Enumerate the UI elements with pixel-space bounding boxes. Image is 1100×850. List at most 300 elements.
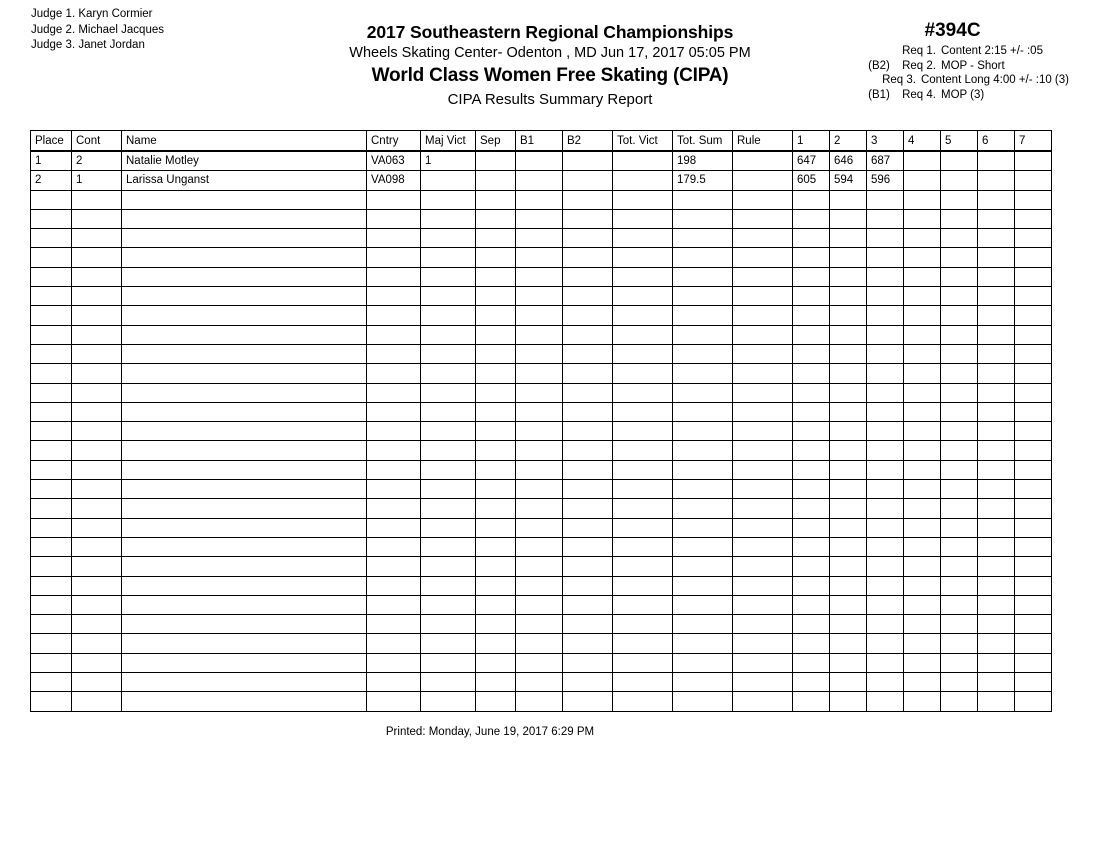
cell-place: 2 xyxy=(31,171,72,190)
cell-maj-vict xyxy=(421,422,476,441)
cell-place xyxy=(31,325,72,344)
cell-rule xyxy=(733,634,793,653)
cell-judge-3 xyxy=(867,248,904,267)
cell-judge-1 xyxy=(793,518,830,537)
cell-tot-vict xyxy=(613,692,673,711)
requirement-text: MOP - Short xyxy=(941,59,1005,72)
cell-tot-sum xyxy=(673,422,733,441)
cell-tot-sum xyxy=(673,692,733,711)
cell-name xyxy=(122,499,367,518)
cell-judge-3 xyxy=(867,692,904,711)
cell-maj-vict xyxy=(421,653,476,672)
cell-judge-2 xyxy=(830,595,867,614)
table-row[interactable] xyxy=(31,151,1052,171)
cell-name xyxy=(122,673,367,692)
cell-sep xyxy=(476,344,516,363)
cell-judge-6 xyxy=(978,460,1015,479)
cell-sep xyxy=(476,287,516,306)
cell-sep xyxy=(476,460,516,479)
column-header-b1: B1 xyxy=(516,131,563,152)
cell-b2 xyxy=(563,460,613,479)
cell-judge-2 xyxy=(830,653,867,672)
cell-rule xyxy=(733,673,793,692)
cell-judge-1 xyxy=(793,402,830,421)
cell-cntry xyxy=(367,325,421,344)
cell-judge-6 xyxy=(978,402,1015,421)
table-row-empty[interactable] xyxy=(31,576,1052,595)
cell-name xyxy=(122,383,367,402)
event-number: #394C xyxy=(924,20,981,41)
cell-b1 xyxy=(516,151,563,171)
table-row-empty[interactable] xyxy=(31,692,1052,711)
cell-cont xyxy=(72,344,122,363)
cell-b2 xyxy=(563,306,613,325)
cell-judge-2 xyxy=(830,383,867,402)
cell-place xyxy=(31,615,72,634)
cell-place xyxy=(31,267,72,286)
cell-judge-2 xyxy=(830,673,867,692)
table-row-empty[interactable] xyxy=(31,518,1052,537)
cell-judge-6 xyxy=(978,325,1015,344)
cell-judge-4 xyxy=(904,576,941,595)
cell-judge-4 xyxy=(904,692,941,711)
cell-b2 xyxy=(563,209,613,228)
table-row-empty[interactable] xyxy=(31,209,1052,228)
requirement-label: Req 1. xyxy=(902,45,936,57)
cell-judge-3 xyxy=(867,537,904,556)
column-header-place: Place xyxy=(31,131,72,152)
cell-name xyxy=(122,344,367,363)
cell-judge-4 xyxy=(904,267,941,286)
cell-judge-2 xyxy=(830,267,867,286)
cell-tot-sum xyxy=(673,441,733,460)
table-row-empty[interactable] xyxy=(31,441,1052,460)
cell-cont xyxy=(72,460,122,479)
cell-name xyxy=(122,595,367,614)
cell-sep xyxy=(476,537,516,556)
cell-rule xyxy=(733,344,793,363)
cell-tot-vict xyxy=(613,615,673,634)
cell-cont xyxy=(72,229,122,248)
cell-judge-3 xyxy=(867,653,904,672)
table-row-empty[interactable] xyxy=(31,229,1052,248)
cell-name xyxy=(122,325,367,344)
cell-judge-3 xyxy=(867,190,904,209)
cell-cntry xyxy=(367,692,421,711)
cell-place xyxy=(31,422,72,441)
cell-judge-4 xyxy=(904,499,941,518)
cell-judge-4 xyxy=(904,460,941,479)
cell-rule xyxy=(733,267,793,286)
cell-judge-3: 687 xyxy=(867,151,904,171)
cell-cntry: VA098 xyxy=(367,171,421,190)
cell-cntry xyxy=(367,634,421,653)
table-row-empty[interactable] xyxy=(31,673,1052,692)
cell-judge-3 xyxy=(867,344,904,363)
cell-judge-5 xyxy=(941,422,978,441)
table-row-empty[interactable] xyxy=(31,383,1052,402)
cell-name xyxy=(122,537,367,556)
cell-name xyxy=(122,460,367,479)
cell-place xyxy=(31,209,72,228)
cell-maj-vict xyxy=(421,518,476,537)
cell-judge-2 xyxy=(830,460,867,479)
cell-judge-7 xyxy=(1015,576,1052,595)
cell-tot-vict xyxy=(613,287,673,306)
cell-cntry xyxy=(367,557,421,576)
cell-cont xyxy=(72,518,122,537)
cell-judge-5 xyxy=(941,267,978,286)
table-row-empty[interactable] xyxy=(31,615,1052,634)
cell-judge-5 xyxy=(941,576,978,595)
table-row-empty[interactable] xyxy=(31,537,1052,556)
cell-b1 xyxy=(516,209,563,228)
requirement-text: Content 2:15 +/- :05 xyxy=(941,45,1043,57)
table-row-empty[interactable] xyxy=(31,402,1052,421)
cell-sep xyxy=(476,480,516,499)
requirement-prefix xyxy=(848,73,882,88)
cell-sep xyxy=(476,557,516,576)
cell-cntry xyxy=(367,441,421,460)
cell-tot-vict xyxy=(613,171,673,190)
cell-maj-vict xyxy=(421,383,476,402)
cell-tot-sum xyxy=(673,576,733,595)
cell-judge-7 xyxy=(1015,615,1052,634)
cell-cntry xyxy=(367,480,421,499)
cell-judge-1 xyxy=(793,673,830,692)
cell-name xyxy=(122,267,367,286)
cell-judge-5 xyxy=(941,634,978,653)
cell-judge-5 xyxy=(941,460,978,479)
cell-rule xyxy=(733,422,793,441)
cell-b2 xyxy=(563,634,613,653)
cell-judge-1 xyxy=(793,190,830,209)
cell-name xyxy=(122,306,367,325)
cell-rule xyxy=(733,287,793,306)
cell-tot-vict xyxy=(613,344,673,363)
cell-judge-7 xyxy=(1015,267,1052,286)
cell-b1 xyxy=(516,673,563,692)
cell-b1 xyxy=(516,653,563,672)
cell-judge-5 xyxy=(941,151,978,171)
cell-tot-sum xyxy=(673,306,733,325)
cell-judge-6 xyxy=(978,499,1015,518)
table-row-empty[interactable] xyxy=(31,634,1052,653)
table-row-empty[interactable] xyxy=(31,306,1052,325)
cell-cont xyxy=(72,364,122,383)
cell-tot-sum xyxy=(673,518,733,537)
table-row-empty[interactable] xyxy=(31,190,1052,209)
cell-rule xyxy=(733,209,793,228)
cell-sep xyxy=(476,441,516,460)
cell-judge-7 xyxy=(1015,171,1052,190)
cell-b2 xyxy=(563,537,613,556)
cell-rule xyxy=(733,171,793,190)
cell-tot-vict xyxy=(613,422,673,441)
cell-cont xyxy=(72,267,122,286)
print-timestamp: Printed: Monday, June 19, 2017 6:29 PM xyxy=(385,726,595,738)
report-subtitle: CIPA Results Summary Report xyxy=(447,91,653,108)
cell-judge-2 xyxy=(830,306,867,325)
cell-judge-6 xyxy=(978,190,1015,209)
cell-judge-3 xyxy=(867,557,904,576)
cell-judge-5 xyxy=(941,248,978,267)
cell-cntry xyxy=(367,344,421,363)
cell-cntry xyxy=(367,537,421,556)
cell-cont xyxy=(72,441,122,460)
judge-name: Karyn Cormier xyxy=(78,8,153,20)
cell-judge-5 xyxy=(941,325,978,344)
cell-cont xyxy=(72,634,122,653)
table-row-empty[interactable] xyxy=(31,460,1052,479)
cell-cntry xyxy=(367,518,421,537)
cell-name: Natalie Motley xyxy=(122,151,367,171)
cell-place xyxy=(31,190,72,209)
results-table xyxy=(30,130,1052,712)
table-row-empty[interactable] xyxy=(31,267,1052,286)
cell-b1 xyxy=(516,325,563,344)
cell-tot-vict xyxy=(613,576,673,595)
cell-judge-4 xyxy=(904,557,941,576)
cell-sep xyxy=(476,576,516,595)
cell-cont xyxy=(72,557,122,576)
cell-b1 xyxy=(516,171,563,190)
cell-judge-1 xyxy=(793,267,830,286)
cell-judge-5 xyxy=(941,653,978,672)
cell-judge-3 xyxy=(867,209,904,228)
cell-judge-4 xyxy=(904,248,941,267)
cell-cont xyxy=(72,576,122,595)
cell-maj-vict: 1 xyxy=(421,151,476,171)
cell-judge-2 xyxy=(830,692,867,711)
cell-cont xyxy=(72,383,122,402)
cell-judge-7 xyxy=(1015,422,1052,441)
cell-b2 xyxy=(563,499,613,518)
report-header xyxy=(230,22,870,110)
cell-maj-vict xyxy=(421,364,476,383)
column-header-cont: Cont xyxy=(72,131,122,152)
table-row-empty[interactable] xyxy=(31,248,1052,267)
cell-judge-7 xyxy=(1015,557,1052,576)
cell-judge-5 xyxy=(941,692,978,711)
cell-judge-1 xyxy=(793,615,830,634)
cell-judge-5 xyxy=(941,518,978,537)
cell-tot-sum xyxy=(673,402,733,421)
cell-judge-7 xyxy=(1015,499,1052,518)
cell-judge-7 xyxy=(1015,673,1052,692)
cell-b2 xyxy=(563,557,613,576)
cell-judge-5 xyxy=(941,537,978,556)
cell-judge-4 xyxy=(904,306,941,325)
cell-tot-vict xyxy=(613,229,673,248)
cell-judge-4 xyxy=(904,151,941,171)
column-header-judge-6: 6 xyxy=(978,131,1015,152)
cell-tot-sum xyxy=(673,653,733,672)
cell-b1 xyxy=(516,344,563,363)
cell-b2 xyxy=(563,615,613,634)
cell-maj-vict xyxy=(421,441,476,460)
cell-tot-sum xyxy=(673,344,733,363)
cell-rule xyxy=(733,364,793,383)
cell-judge-5 xyxy=(941,615,978,634)
cell-judge-7 xyxy=(1015,653,1052,672)
cell-judge-4 xyxy=(904,537,941,556)
table-row-empty[interactable] xyxy=(31,325,1052,344)
cell-judge-7 xyxy=(1015,344,1052,363)
cell-judge-1 xyxy=(793,441,830,460)
table-row-empty[interactable] xyxy=(31,557,1052,576)
cell-judge-3 xyxy=(867,460,904,479)
cell-judge-5 xyxy=(941,595,978,614)
cell-place xyxy=(31,480,72,499)
cell-judge-1 xyxy=(793,537,830,556)
cell-tot-sum xyxy=(673,383,733,402)
cell-judge-5 xyxy=(941,557,978,576)
cell-name xyxy=(122,576,367,595)
cell-name xyxy=(122,209,367,228)
cell-judge-4 xyxy=(904,229,941,248)
cell-sep xyxy=(476,673,516,692)
column-header-judge-1: 1 xyxy=(793,131,830,152)
cell-judge-1 xyxy=(793,306,830,325)
cell-judge-1: 647 xyxy=(793,151,830,171)
cell-name xyxy=(122,518,367,537)
cell-b1 xyxy=(516,576,563,595)
cell-judge-3 xyxy=(867,480,904,499)
cell-judge-2: 594 xyxy=(830,171,867,190)
cell-tot-sum xyxy=(673,287,733,306)
table-row-empty[interactable] xyxy=(31,653,1052,672)
cell-judge-1 xyxy=(793,460,830,479)
cell-place xyxy=(31,306,72,325)
cell-name xyxy=(122,615,367,634)
cell-judge-2 xyxy=(830,229,867,248)
column-header-cntry: Cntry xyxy=(367,131,421,152)
cell-place xyxy=(31,692,72,711)
cell-tot-sum xyxy=(673,248,733,267)
cell-name xyxy=(122,248,367,267)
cell-judge-6 xyxy=(978,209,1015,228)
cell-b2 xyxy=(563,441,613,460)
table-row-empty[interactable] xyxy=(31,595,1052,614)
cell-maj-vict xyxy=(421,248,476,267)
cell-cntry xyxy=(367,229,421,248)
table-row-empty[interactable] xyxy=(31,287,1052,306)
cell-tot-sum: 198 xyxy=(673,151,733,171)
cell-judge-7 xyxy=(1015,325,1052,344)
cell-sep xyxy=(476,402,516,421)
cell-tot-sum xyxy=(673,364,733,383)
cell-judge-5 xyxy=(941,344,978,363)
cell-cntry xyxy=(367,422,421,441)
cell-name xyxy=(122,653,367,672)
cell-judge-7 xyxy=(1015,229,1052,248)
cell-judge-1 xyxy=(793,229,830,248)
cell-judge-3 xyxy=(867,267,904,286)
venue-datetime: Wheels Skating Center- Odenton , MD Jun 17, 2017 05:05 PM xyxy=(349,45,751,61)
cell-judge-5 xyxy=(941,402,978,421)
requirement-row xyxy=(848,73,1069,88)
cell-b1 xyxy=(516,460,563,479)
cell-tot-sum xyxy=(673,460,733,479)
cell-judge-6 xyxy=(978,595,1015,614)
table-row-empty[interactable] xyxy=(31,344,1052,363)
cell-cntry xyxy=(367,209,421,228)
column-header-tot-vict: Tot. Vict xyxy=(613,131,673,152)
cell-judge-4 xyxy=(904,383,941,402)
cell-sep xyxy=(476,171,516,190)
cell-cont: 2 xyxy=(72,151,122,171)
cell-tot-sum: 179.5 xyxy=(673,171,733,190)
table-row[interactable] xyxy=(31,171,1052,190)
cell-place xyxy=(31,499,72,518)
cell-maj-vict xyxy=(421,480,476,499)
cell-maj-vict xyxy=(421,325,476,344)
cell-cont xyxy=(72,673,122,692)
column-header-judge-3: 3 xyxy=(867,131,904,152)
cell-judge-6 xyxy=(978,557,1015,576)
table-header xyxy=(31,131,1052,152)
judge-name: Janet Jordan xyxy=(78,39,145,52)
table-row-empty[interactable] xyxy=(31,499,1052,518)
cell-maj-vict xyxy=(421,344,476,363)
cell-sep xyxy=(476,692,516,711)
cell-judge-7 xyxy=(1015,595,1052,614)
cell-tot-vict xyxy=(613,557,673,576)
cell-cont xyxy=(72,402,122,421)
category-title: World Class Women Free Skating (CIPA) xyxy=(371,65,729,86)
cell-judge-2 xyxy=(830,364,867,383)
cell-tot-vict xyxy=(613,518,673,537)
cell-tot-vict xyxy=(613,595,673,614)
cell-cont xyxy=(72,422,122,441)
cell-rule xyxy=(733,306,793,325)
cell-judge-4 xyxy=(904,171,941,190)
cell-place xyxy=(31,537,72,556)
cell-judge-7 xyxy=(1015,537,1052,556)
cell-judge-3 xyxy=(867,402,904,421)
cell-cont xyxy=(72,499,122,518)
cell-judge-2 xyxy=(830,325,867,344)
cell-judge-1 xyxy=(793,344,830,363)
cell-judge-1 xyxy=(793,557,830,576)
cell-cont xyxy=(72,615,122,634)
cell-judge-2 xyxy=(830,441,867,460)
cell-b1 xyxy=(516,480,563,499)
cell-b2 xyxy=(563,171,613,190)
cell-judge-6 xyxy=(978,422,1015,441)
table-row-empty[interactable] xyxy=(31,480,1052,499)
cell-judge-2 xyxy=(830,402,867,421)
cell-cntry xyxy=(367,364,421,383)
cell-judge-5 xyxy=(941,171,978,190)
cell-place xyxy=(31,595,72,614)
table-row-empty[interactable] xyxy=(31,422,1052,441)
judge-number: 1. xyxy=(65,8,76,20)
cell-b1 xyxy=(516,537,563,556)
table-row-empty[interactable] xyxy=(31,364,1052,383)
cell-judge-6 xyxy=(978,653,1015,672)
column-header-name: Name xyxy=(122,131,367,152)
cell-maj-vict xyxy=(421,692,476,711)
cell-judge-3 xyxy=(867,595,904,614)
cell-judge-6 xyxy=(978,480,1015,499)
cell-judge-6 xyxy=(978,306,1015,325)
column-header-maj-vict: Maj Vict xyxy=(421,131,476,152)
column-header-rule: Rule xyxy=(733,131,793,152)
cell-sep xyxy=(476,151,516,171)
cell-cont xyxy=(72,190,122,209)
